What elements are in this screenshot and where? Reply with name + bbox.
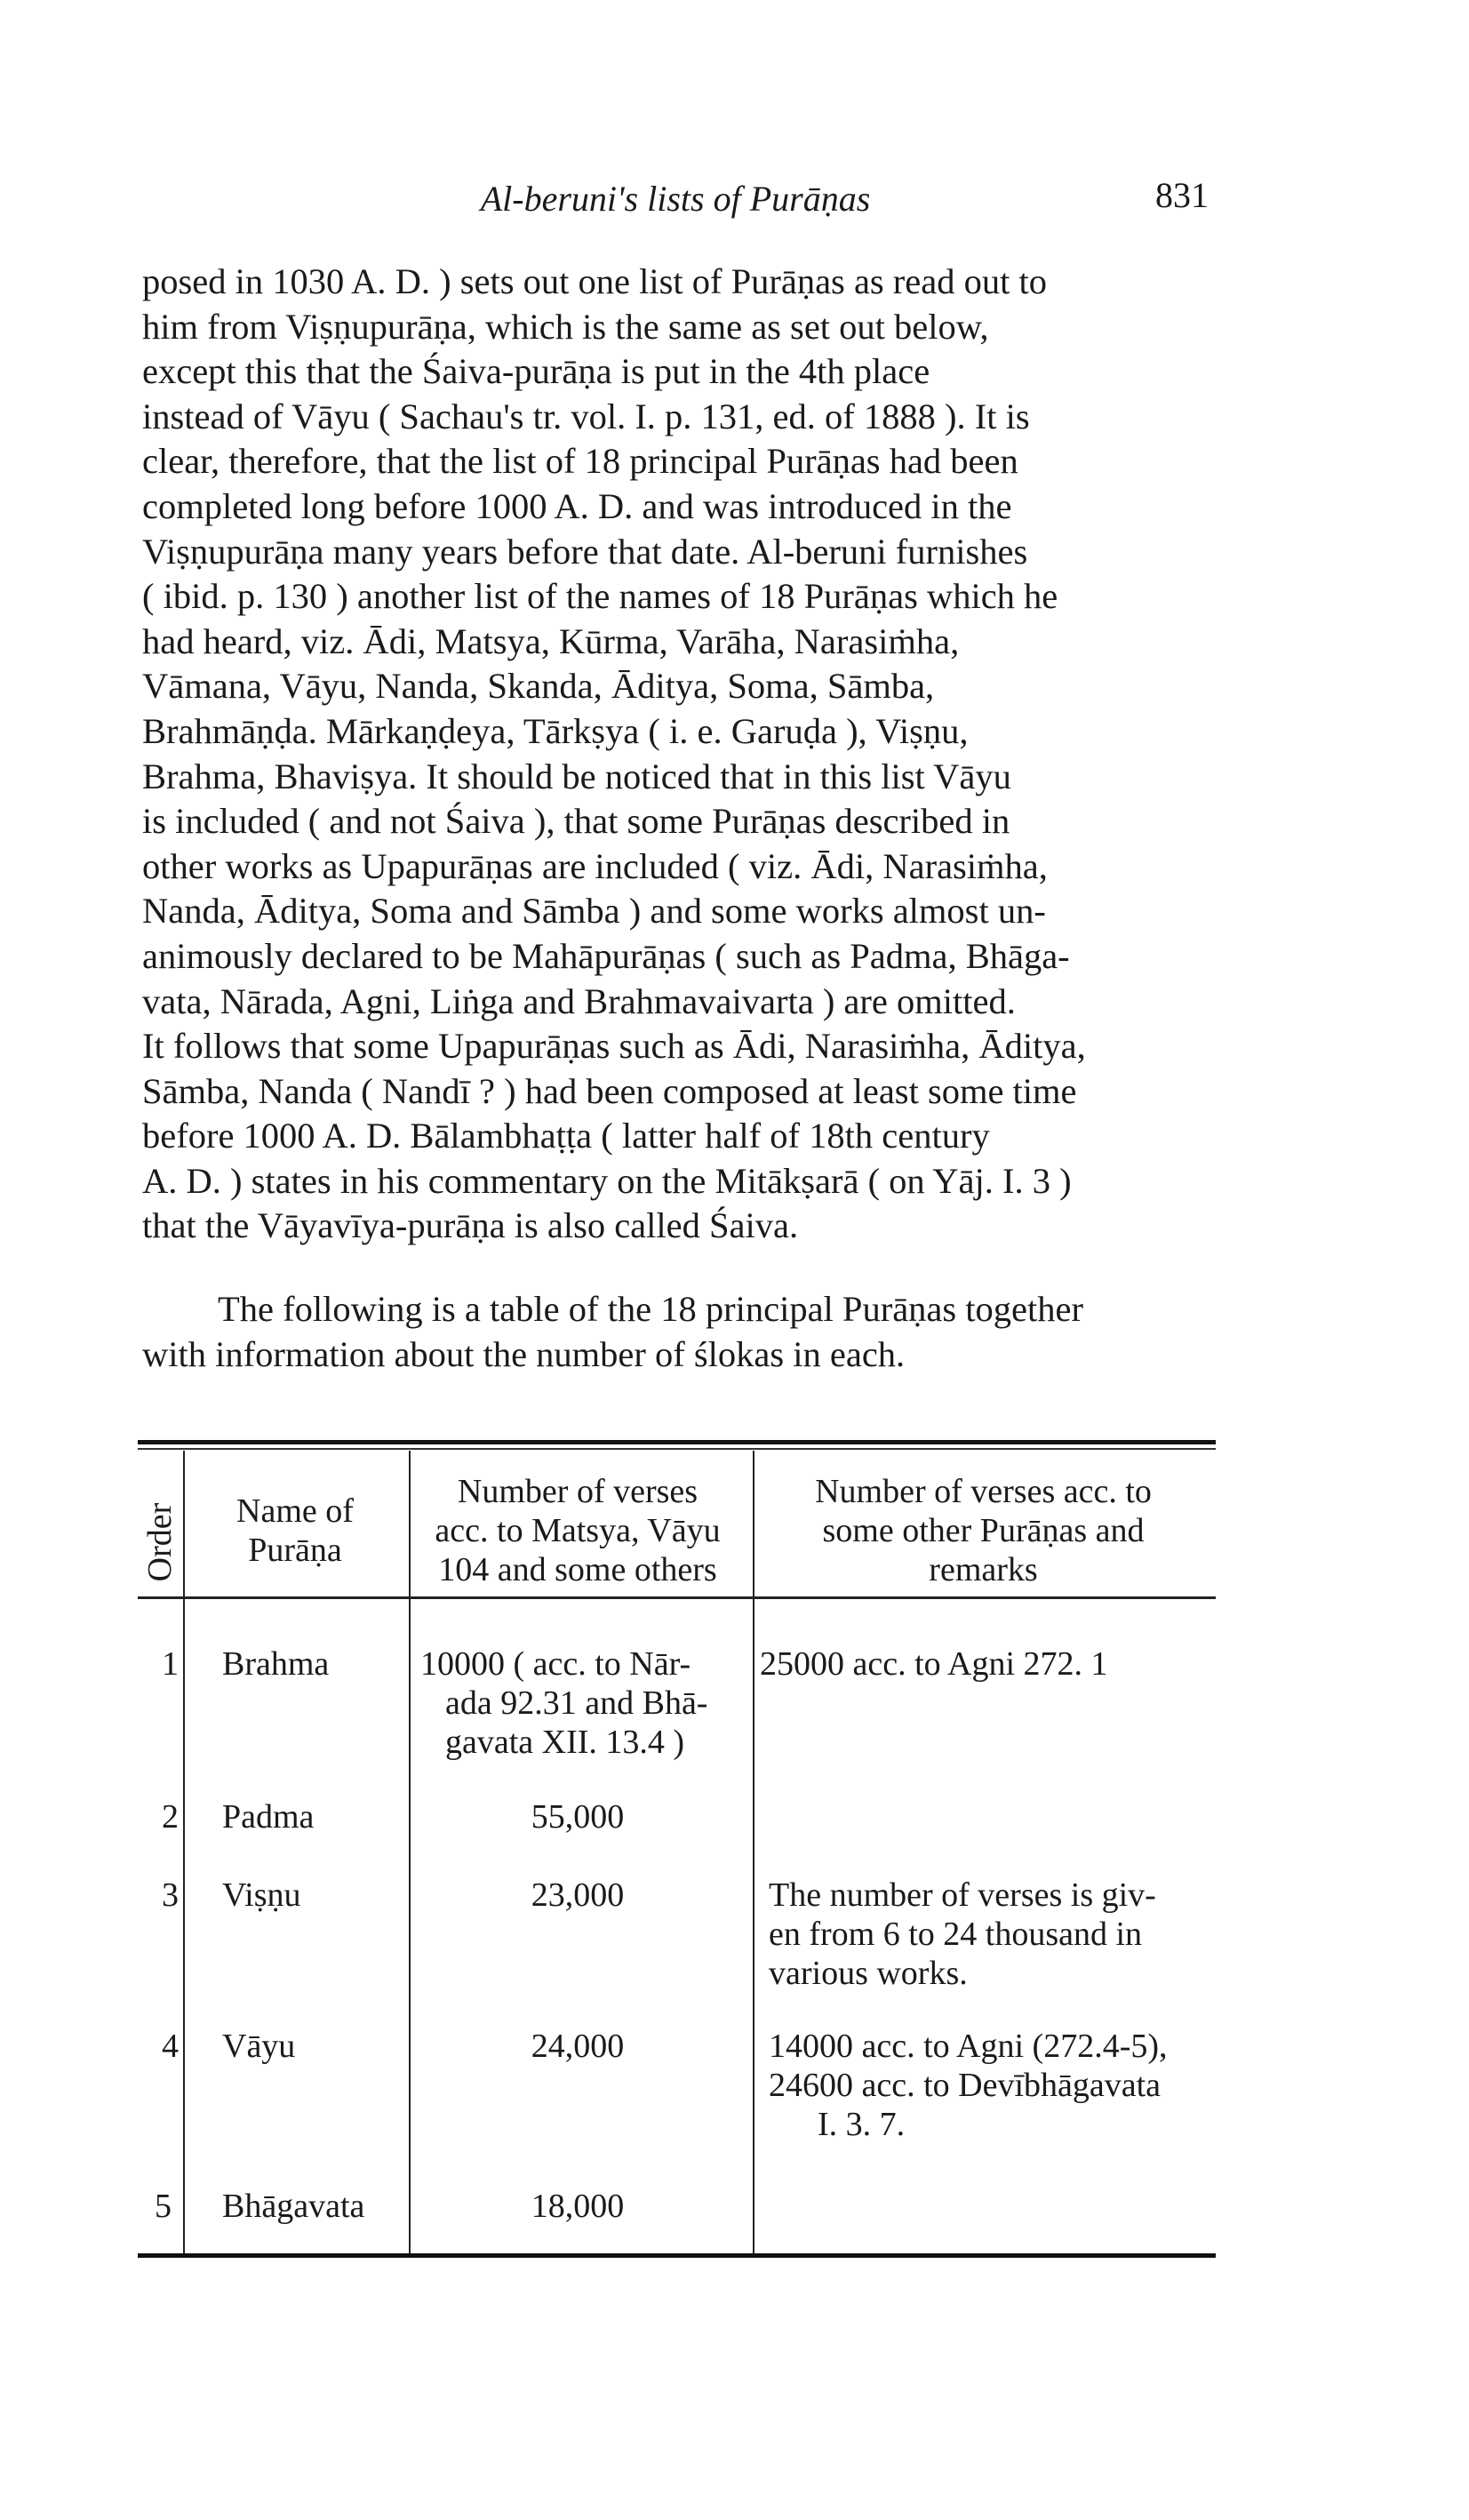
row-matsya	[409, 2187, 746, 2226]
table-top-rule	[138, 1440, 1216, 1444]
paragraph-1	[142, 260, 1209, 1249]
cell-line: 24,000	[531, 2028, 625, 2065]
page-header	[142, 175, 1209, 222]
text-line: is included ( and not Śaiva ), that some Purāṇas described in	[142, 801, 1010, 842]
column-rule	[753, 1451, 754, 2255]
text-line: It follows that some Upapurāṇas such as Ādi, Narasiṁha, Āditya,	[142, 1026, 1086, 1067]
text-line: Sāmba, Nanda ( Nandī ? ) had been composed at least some time	[142, 1070, 1077, 1111]
table-header-rule	[138, 1596, 1216, 1599]
header-matsya-line: Number of verses	[457, 1473, 699, 1510]
text-line: A. D. ) states in his commentary on the Mitākṣarā ( on Yāj. I. 3 )	[142, 1160, 1072, 1201]
row-name: Padma	[222, 1798, 315, 1836]
row-other	[760, 1644, 1216, 1684]
puranas-table	[138, 1440, 1216, 2225]
row-other	[769, 1876, 1216, 1993]
row-matsya	[409, 1797, 746, 1836]
cell-line: 25000 acc. to Agni 272. 1	[760, 1645, 1108, 1683]
row-name: Brahma	[222, 1645, 330, 1683]
cell-line: 23,000	[531, 1876, 625, 1914]
cell-line: various works.	[769, 1955, 968, 1992]
row-matsya	[409, 1876, 746, 1915]
paragraph-2	[142, 1287, 1209, 1377]
row-order: 2	[162, 1798, 179, 1836]
row-order: 1	[162, 1645, 179, 1683]
page-number: 831	[1155, 175, 1209, 215]
column-rule	[183, 1451, 185, 2255]
row-order: 5	[155, 2188, 172, 2225]
table-bottom-rule	[138, 2253, 1216, 2258]
header-matsya	[409, 1472, 746, 1589]
row-matsya	[409, 2027, 746, 2066]
header-name-line: Name of	[236, 1492, 354, 1530]
text-line: animously declared to be Mahāpurāṇas ( such as Padma, Bhāga-	[142, 935, 1070, 976]
text-line: vata, Nārada, Agni, Liṅga and Brahmavaivarta ) are omitted.	[142, 980, 1016, 1021]
text-line: with information about the number of ślokas in each.	[142, 1333, 906, 1374]
text-line: Viṣṇupurāṇa many years before that date. Al-beruni furnishes	[142, 531, 1028, 572]
text-line: other works as Upapurāṇas are included ( viz. Ādi, Narasiṁha,	[142, 845, 1048, 886]
cell-line: ada 92.31 and Bhā-	[445, 1684, 708, 1722]
cell-line: 14000 acc. to Agni (272.4-5),	[769, 2028, 1168, 2065]
text-line: instead of Vāyu ( Sachau's tr. vol. I. p. 131, ed. of 1888 ). It is	[142, 396, 1030, 436]
text-line: him from Viṣṇupurāṇa, which is the same as set out below,	[142, 306, 989, 347]
text-line: Nanda, Āditya, Soma and Sāmba ) and some works almost un-	[142, 891, 1046, 932]
row-other	[769, 2027, 1216, 2144]
text-line: ( ibid. p. 130 ) another list of the names of 18 Purāṇas which he	[142, 576, 1058, 617]
cell-line: 24600 acc. to Devībhāgavata	[769, 2067, 1162, 2104]
text-line: posed in 1030 A. D. ) sets out one list of Purāṇas as read out to	[142, 261, 1047, 301]
header-matsya-line: acc. to Matsya, Vāyu	[435, 1512, 721, 1549]
row-matsya	[420, 1644, 754, 1762]
text-line: clear, therefore, that the list of 18 principal Purāṇas had been	[142, 441, 1018, 482]
text-line: before 1000 A. D. Bālambhaṭṭa ( latter half of 18th century	[142, 1116, 990, 1156]
header-other-line: remarks	[929, 1551, 1038, 1588]
table-top-rule-thin	[138, 1448, 1216, 1450]
cell-line: The number of verses is giv-	[769, 1876, 1156, 1914]
running-title: Al-beruni's lists of Purāṇas	[480, 179, 871, 219]
header-order	[138, 1493, 182, 1591]
text-line: that the Vāyavīya-purāṇa is also called Śaiva.	[142, 1205, 799, 1246]
text-line: The following is a table of the 18 principal Purāṇas together	[218, 1289, 1083, 1329]
cell-line: gavata XII. 13.4 )	[445, 1724, 685, 1761]
header-other	[751, 1472, 1216, 1589]
text-line: had heard, viz. Ādi, Matsya, Kūrma, Varāha, Narasiṁha,	[142, 620, 960, 661]
row-order: 4	[162, 2028, 179, 2065]
column-rule	[409, 1451, 411, 2255]
row-order: 3	[162, 1876, 179, 1914]
cell-line: 18,000	[531, 2188, 625, 2225]
header-name	[184, 1492, 406, 1570]
header-other-line: some other Purāṇas and	[822, 1512, 1145, 1549]
text-line: Brahma, Bhaviṣya. It should be noticed that in this list Vāyu	[142, 756, 1011, 796]
cell-line: 55,000	[531, 1798, 625, 1836]
text-line: Vāmana, Vāyu, Nanda, Skanda, Āditya, Soma, Sāmba,	[142, 666, 935, 707]
header-order-label: Order	[141, 1502, 179, 1582]
header-matsya-line: 104 and some others	[438, 1551, 717, 1588]
cell-line: 10000 ( acc. to Nār-	[420, 1645, 691, 1683]
row-name: Viṣṇu	[222, 1876, 301, 1914]
row-name: Bhāgavata	[222, 2188, 365, 2225]
text-line: Brahmāṇḍa. Mārkaṇḍeya, Tārkṣya ( i. e. Garuḍa ), Viṣṇu,	[142, 710, 969, 751]
header-name-line: Purāṇa	[248, 1532, 342, 1569]
cell-line: en from 6 to 24 thousand in	[769, 1916, 1143, 1953]
row-name: Vāyu	[222, 2028, 296, 2065]
header-other-line: Number of verses acc. to	[815, 1473, 1152, 1510]
cell-line: I. 3. 7.	[818, 2106, 906, 2143]
text-line: except this that the Śaiva-purāṇa is put in the 4th place	[142, 351, 930, 392]
text-line: completed long before 1000 A. D. and was introduced in the	[142, 485, 1012, 526]
